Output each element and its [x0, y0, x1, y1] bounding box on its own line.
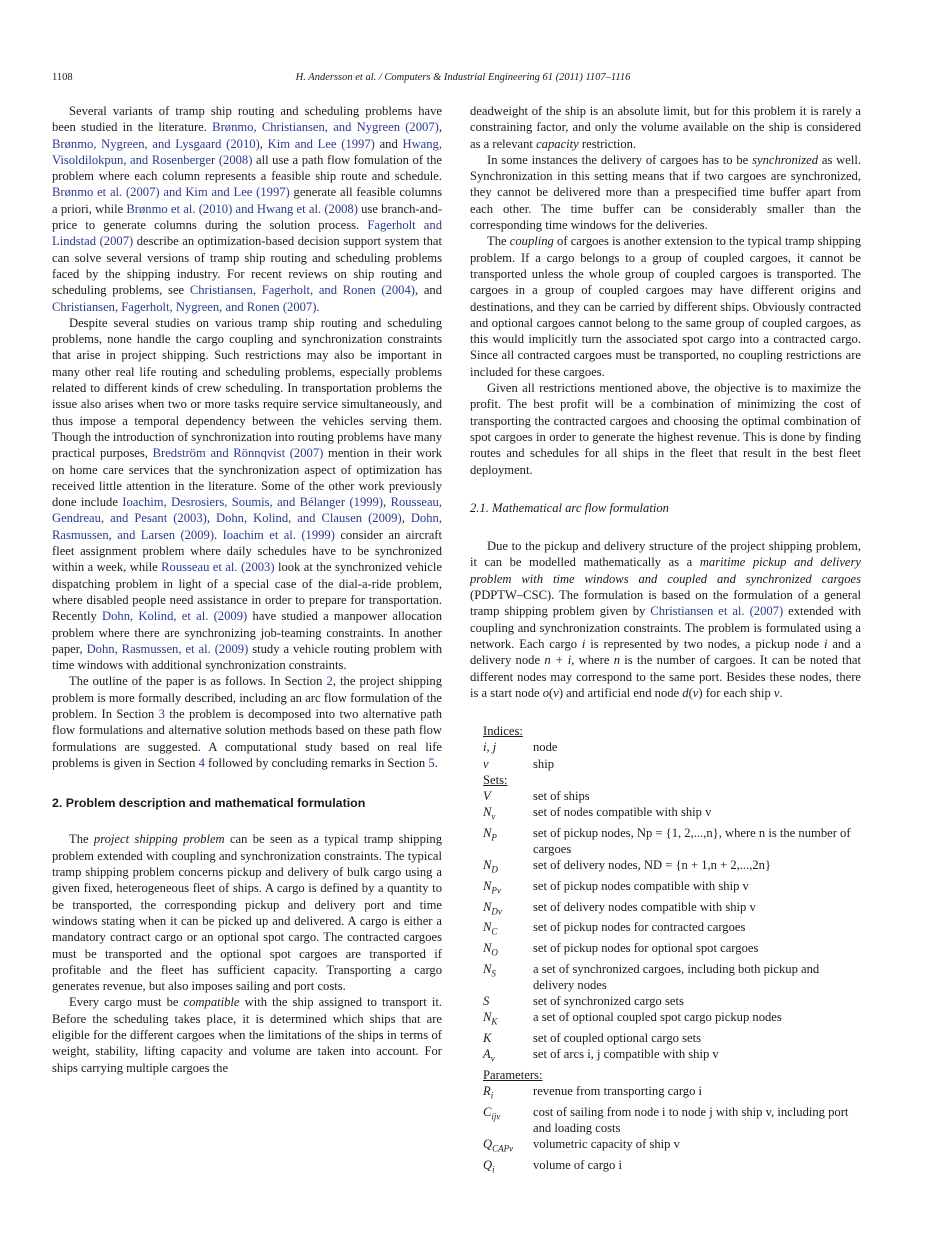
- definition: set of delivery nodes, ND = {n + 1,n + 2,...,2n}: [533, 858, 772, 873]
- definition: set of pickup nodes compatible with ship v: [533, 878, 749, 893]
- symbol: $Q_i$: [483, 1158, 495, 1175]
- paragraph: The coupling of cargoes is another extension to the typical tramp shipping problem. If a cargo belongs to a group of coupled cargoes, it cannot be transported unless the whole group of coupled cargoes is transported. The cargoes in a group of coupled cargoes may have different origins and destinations, and they can be carried by different ships. Obviously contracted and optional cargoes cannot belong to the same group of coupled cargoes, as this would implicitly turn the associated spot cargo into a contracted cargo. Since all contracted cargoes must be transported, no coupling restrictions are included for these cargoes.: [470, 234, 861, 379]
- definition: set of coupled optional cargo sets: [533, 1031, 701, 1046]
- definition-row: [483, 825, 861, 857]
- citation-link[interactable]: Dohn, Kolind, and Clausen (2009): [215, 511, 402, 526]
- symbol: $A_v$: [483, 1047, 495, 1064]
- definition-row: [483, 940, 861, 961]
- symbol: $N_{Pv}$: [483, 878, 501, 896]
- definition: set of nodes compatible with ship v: [533, 805, 712, 820]
- citation-link[interactable]: Dohn, Rasmussen, and Larsen (2009): [52, 511, 442, 542]
- section-link[interactable]: 5: [428, 755, 435, 770]
- parameters-label: Parameters:: [483, 1068, 543, 1083]
- citation-link[interactable]: Brønmo et al. (2010) and Hwang et al. (2008): [126, 201, 358, 216]
- definition: revenue from transporting cargo i: [533, 1084, 703, 1099]
- right-column: [470, 103, 861, 1178]
- definition-row: [483, 919, 861, 940]
- symbol: $N_O$: [483, 941, 498, 958]
- running-title: H. Andersson et al. / Computers & Industrial Engineering 61 (2011) 1107–1116: [295, 72, 631, 83]
- symbol: V: [483, 788, 491, 803]
- symbol: i, j: [483, 740, 497, 755]
- symbol: $N_K$: [483, 1010, 498, 1027]
- sets-label: Sets:: [483, 772, 508, 787]
- definition-row: [483, 1104, 861, 1136]
- sets-list: [483, 788, 861, 1067]
- symbol: S: [483, 994, 490, 1009]
- section-heading: 2. Problem description and mathematical formulation: [52, 796, 366, 811]
- symbol: $N_S$: [483, 961, 496, 979]
- paragraph: Despite several studies on various tramp ship routing and scheduling problems, none handle the cargo coupling and synchronization constraints that arise in project shipping. Such restrictions may also be important in many other real life routing and scheduling problems, especially problems related to different kinds of crew scheduling. In transportation problems the issue also arises when two or more tasks require service simultaneously, and thus impose a temporal dependency between the vehicles serving them. Though the introduction of synchronization into routing problems have many practical purposes, Bredström and Rönnqvist (2007) mention in their work on home care services that the synchronization aspect of optimization has received little attention in the literature. Some of the other work previously done include Ioachim, Desrosiers, Soumis, and Bélanger (1999), Rousseau, Gendreau, and Pesant (2003), Dohn, Kolind, and Clausen (2009), Dohn, Rasmussen, and Larsen (2009). Ioachim et al. (1999) consider an aircraft fleet assignment problem where daily schedules have to be synchronized within a week, while Rousseau et al. (2003) look at the synchronized vehicle dispatching problem in light of a special case of the dial-a-ride problem, where disabled people need assistance in order to prepare for transportation. Recently Dohn, Kolind, et al. (2009) have studied a manpower allocation problem where there are synchronizing job-teaming constraints. In another paper, Dohn, Rasmussen, et al. (2009) study a vehicle routing problem with time windows with additional synchronization constraints.: [52, 315, 442, 673]
- citation-link[interactable]: Hwang, Visoldilokpun, and Rosenberger (2008): [52, 136, 443, 167]
- parameters-list: [483, 1083, 861, 1178]
- definition: volumetric capacity of ship v: [533, 1137, 680, 1152]
- paragraph: Every cargo must be compatible with the ship assigned to transport it. Before the scheduling takes place, it is determined which ships that are eligible for the different cargoes when the limitations of the ships in terms of weight, stability, lifting capacity and volume are taken into account. For ships carrying multiple cargoes the: [52, 995, 442, 1075]
- paragraph: Given all restrictions mentioned above, the objective is to maximize the profit. The best profit will be a combination of minimizing the cost of transporting the contracted cargoes and choosing the optimal combination of spot cargoes in order to generate the highest revenue. This is done by finding routes and schedules for all ships in the fleet that result in the best fleet deployment.: [470, 381, 861, 477]
- citation-link[interactable]: Brønmo, Christiansen, and Nygreen (2007): [212, 120, 439, 135]
- citation-link[interactable]: Kim and Lee (1997): [267, 136, 375, 151]
- citation-link[interactable]: Fagerholt and Lindstad (2007): [52, 218, 442, 249]
- citation-link[interactable]: Brønmo, Nygreen, and Lysgaard (2010): [52, 136, 260, 151]
- definition-row: [483, 739, 861, 755]
- page-header: [52, 72, 874, 88]
- paragraph: Several variants of tramp ship routing and scheduling problems have been studied in the literature. Brønmo, Christiansen, and Nygreen (2007), Brønmo, Nygreen, and Lysgaard (2010), Kim and Lee (1997) and Hwang, Visoldilokpun, and Rosenberger (2008) all use a path flow fomulation of the problem where each column represents a feasible ship route and schedule. Brønmo et al. (2007) and Kim and Lee (1997) generate all feasible columns a priori, while Brønmo et al. (2010) and Hwang et al. (2008) use branch-and-price to generate columns during the solution process. Fagerholt and Lindstad (2007) describe an optimization-based decision support system that can solve several versions of tramp ship routing and scheduling problems faced by the shipping industry. For recent reviews on ship routing and scheduling problems, see Christiansen, Fagerholt, and Ronen (2004), and Christiansen, Fagerholt, Nygreen, and Ronen (2007).: [52, 104, 443, 314]
- paragraph: The project shipping problem can be seen as a typical tramp shipping problem extended with coupling and synchronization constraints. The typical tramp shipping problem concerns pickup and delivery of bulk cargo using a given fixed, heterogeneous fleet of ships. A cargo is defined by a quantity to be transported, the corresponding pickup and delivery port and time windows stating when it can be picked up and delivered. A cargo is either a mandatory contract cargo or an optional spot cargo. The contracted cargoes must be transported and the optional spot cargoes are transported if profitable and the fleet has sufficient capacity. Transporting a cargo generates revenue, but also imposes sailing and port costs.: [52, 832, 442, 994]
- definition-row: [483, 961, 861, 993]
- citation-link[interactable]: Rousseau et al. (2003): [161, 560, 275, 575]
- citation-link[interactable]: Brønmo et al. (2007) and Kim and Lee (1997): [52, 185, 290, 200]
- definition: set of ships: [533, 788, 590, 803]
- definition: set of pickup nodes for contracted cargoes: [533, 920, 746, 935]
- symbol: K: [483, 1031, 492, 1046]
- definition-row: [483, 804, 861, 825]
- citation-link[interactable]: Christiansen et al. (2007): [650, 604, 784, 619]
- paragraph: deadweight of the ship is an absolute limit, but for this problem it is rarely a constraining factor, and only the volume available on the ship is considered as a relevant capacity restriction.: [470, 104, 861, 151]
- section-link[interactable]: 3: [158, 706, 165, 721]
- definition-row: [483, 857, 861, 878]
- definition-row: [483, 1046, 861, 1067]
- symbol: $N_P$: [483, 825, 497, 843]
- symbol: v: [483, 756, 489, 771]
- symbol: $N_{Dv}$: [483, 899, 502, 917]
- definition: a set of optional coupled spot cargo pickup nodes: [533, 1010, 782, 1025]
- indices-label: Indices:: [483, 724, 523, 739]
- subsection-heading: 2.1. Mathematical arc flow formulation: [470, 500, 669, 515]
- definition: ship: [533, 756, 554, 771]
- left-column: [52, 103, 442, 1076]
- definition: cost of sailing from node i to node j with ship v, including port and loading costs: [533, 1105, 849, 1136]
- definition: a set of synchronized cargoes, including both pickup and delivery nodes: [533, 961, 820, 993]
- definition-row: [483, 1009, 861, 1030]
- definition-row: [483, 1136, 861, 1157]
- nomenclature: [470, 723, 861, 1178]
- definition-row: [483, 878, 861, 899]
- definition-row: [483, 993, 861, 1009]
- citation-link[interactable]: Dohn, Kolind, et al. (2009): [102, 609, 248, 624]
- definition: set of pickup nodes for optional spot cargoes: [533, 941, 759, 956]
- definition: volume of cargo i: [533, 1158, 622, 1173]
- page-number: 1108: [52, 72, 73, 83]
- paragraph: The outline of the paper is as follows. In Section 2, the project shipping problem is more formally described, including an arc flow formulation of the problem. In Section 3 the problem is decomposed into two alternative path flow formulations and alternative solution methods based on these path flow formulations are suggested. A computational study based on real life problems is given in Section 4 followed by concluding remarks in Section 5.: [52, 674, 442, 770]
- section-link[interactable]: 2: [326, 674, 333, 689]
- symbol: $N_v$: [483, 805, 496, 822]
- symbol: $N_D$: [483, 858, 498, 875]
- definition-row: [483, 899, 861, 920]
- citation-link[interactable]: Dohn, Rasmussen, et al. (2009): [86, 641, 249, 656]
- definition-row: [483, 1083, 861, 1104]
- citation-link[interactable]: Christiansen, Fagerholt, and Ronen (2004): [189, 283, 415, 298]
- citation-link[interactable]: Bredström and Rönnqvist (2007): [152, 446, 324, 461]
- definition: set of delivery nodes compatible with ship v: [533, 899, 756, 914]
- definition-row: [483, 756, 861, 772]
- definition: node: [533, 740, 558, 755]
- definition: set of pickup nodes, Np = {1, 2,...,n}, where n is the number of cargoes: [533, 825, 851, 857]
- section-link[interactable]: 4: [198, 755, 205, 770]
- definition-row: [483, 1157, 861, 1178]
- definition: set of synchronized cargo sets: [533, 994, 684, 1009]
- definition-row: [483, 788, 861, 804]
- definition-row: [483, 1030, 861, 1046]
- indices-list: [483, 739, 861, 771]
- paragraph: Due to the pickup and delivery structure of the project shipping problem, it can be modelled mathematically as a maritime pickup and delivery problem with time windows and coupled and synchronized cargoes (PDPTW–CSC). The formulation is based on the formulation of a general tramp shipping problem given by Christiansen et al. (2007) extended with coupling and synchronization constraints. The problem is formulated using a network. Each cargo i is represented by two nodes, a pickup node i and a delivery node n + i, where n is the number of cargoes. It can be noted that different nodes may correspond to the same port. Besides these nodes, there is a start node o(v) and artificial end node d(v) for each ship v.: [470, 539, 861, 700]
- citation-link[interactable]: Ioachim, Desrosiers, Soumis, and Bélanger (1999): [122, 495, 384, 510]
- citation-link[interactable]: Rousseau, Gendreau, and Pesant (2003): [52, 495, 442, 526]
- symbol: $C_{ijv}$: [483, 1105, 501, 1122]
- symbol: $R_i$: [483, 1084, 494, 1101]
- symbol: $Q_{CAPv}$: [483, 1137, 514, 1154]
- citation-link[interactable]: Christiansen, Fagerholt, Nygreen, and Ronen (2007): [52, 299, 317, 314]
- symbol: $N_C$: [483, 920, 498, 937]
- definition: set of arcs i, j compatible with ship v: [533, 1047, 719, 1062]
- paragraph: In some instances the delivery of cargoes has to be synchronized as well. Synchronization in this setting means that if two cargoes are synchronized, they cannot be delivered more than a prespecified time buffer apart from each other. The time buffer can be considerably smaller than the corresponding time windows for the deliveries.: [470, 152, 861, 233]
- citation-link[interactable]: Ioachim et al. (1999): [222, 527, 335, 542]
